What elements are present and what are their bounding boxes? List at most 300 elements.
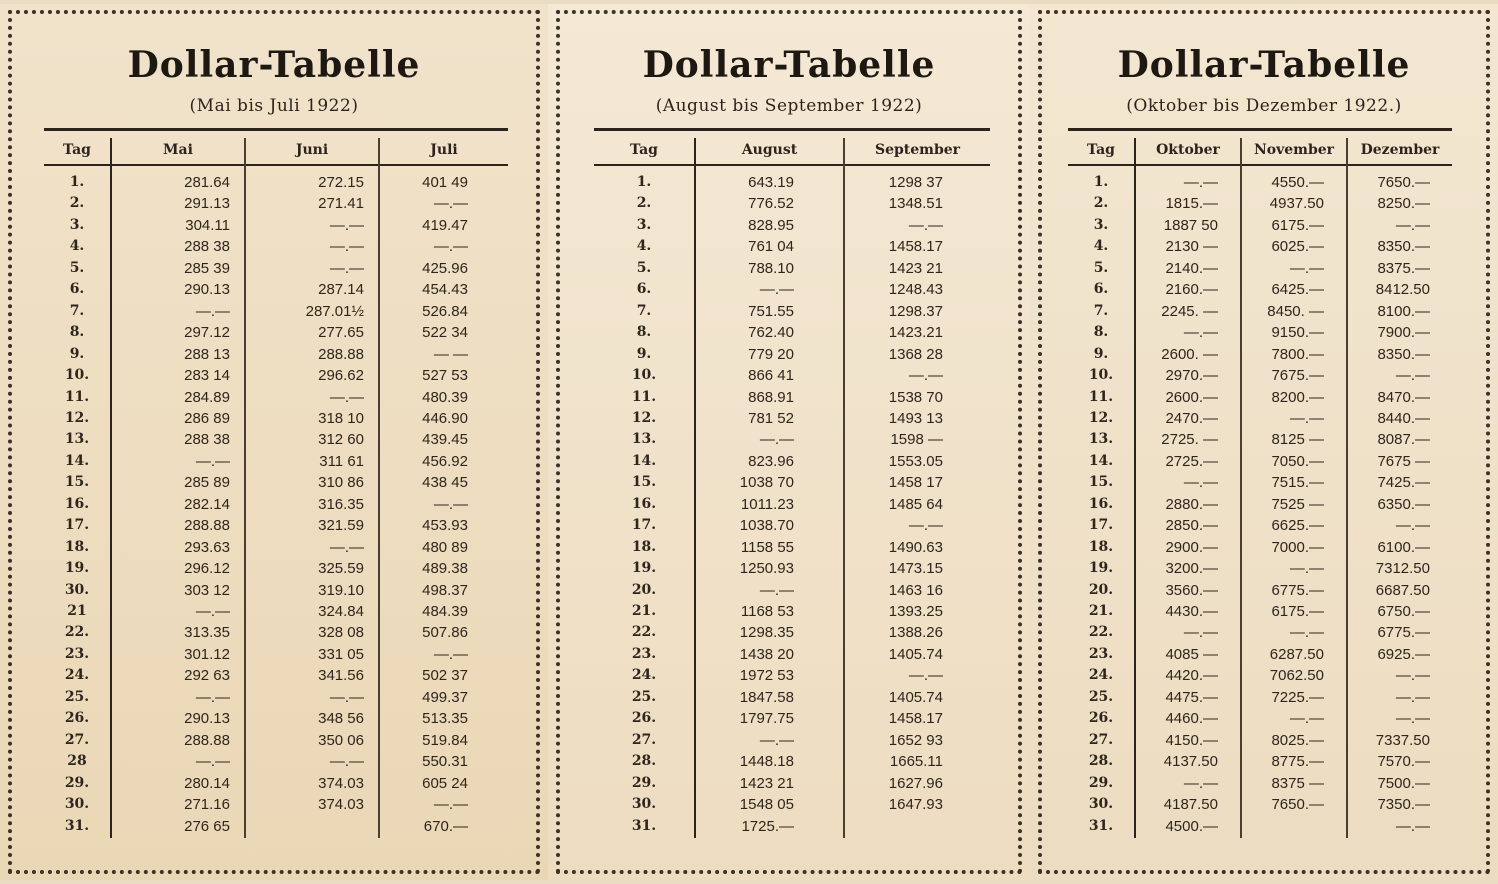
exchange-rate: 8450. — xyxy=(1267,302,1324,320)
day-number: 21. xyxy=(631,603,657,619)
exchange-rate: 1847.58 xyxy=(739,688,794,706)
exchange-rate: 272.15 xyxy=(318,174,364,191)
table-row xyxy=(1030,494,1498,515)
exchange-rate: 779 20 xyxy=(748,345,794,363)
table-row xyxy=(0,451,548,472)
table-row xyxy=(0,344,548,365)
exchange-rate: —.— xyxy=(195,452,230,470)
exchange-rate: 1553.05 xyxy=(888,452,943,470)
day-number: 24. xyxy=(631,667,657,684)
exchange-rate: 271.41 xyxy=(318,195,364,213)
exchange-rate: 1887 50 xyxy=(1163,216,1218,234)
exchange-rate: 498.37 xyxy=(422,581,468,599)
exchange-rate: 341.56 xyxy=(318,667,364,685)
exchange-rate: 2600. — xyxy=(1161,345,1218,363)
day-number: 13. xyxy=(64,431,90,448)
table-row xyxy=(0,279,548,300)
day-number: 16. xyxy=(64,495,90,512)
table-row xyxy=(548,494,1030,515)
exchange-rate: —.— xyxy=(908,367,943,385)
exchange-rate: 828.95 xyxy=(748,216,794,234)
header-juli: Juli xyxy=(430,142,458,158)
exchange-rate: 1665.11 xyxy=(889,753,943,771)
table-row xyxy=(548,408,1030,429)
exchange-rate: —.— xyxy=(195,603,230,620)
day-number: 2. xyxy=(1093,195,1109,212)
exchange-rate: —.— xyxy=(1289,624,1324,642)
exchange-rate: 8025.— xyxy=(1271,731,1324,749)
exchange-rate: 4475.— xyxy=(1165,688,1218,706)
panel-title: Dollar-Tabelle xyxy=(1117,44,1411,86)
exchange-rate: 7000.— xyxy=(1271,538,1324,556)
table-row xyxy=(548,301,1030,322)
exchange-rate: 7570.— xyxy=(1377,753,1430,771)
table-row xyxy=(548,773,1030,794)
table-row xyxy=(0,751,548,772)
exchange-rate: 4460.— xyxy=(1165,710,1218,728)
day-number: 13. xyxy=(631,431,657,448)
exchange-rate: —.— xyxy=(195,688,230,706)
header-tag: Tag xyxy=(1087,142,1115,158)
exchange-rate: 513.35 xyxy=(422,710,468,728)
table-row xyxy=(548,665,1030,686)
table-row xyxy=(0,708,548,729)
exchange-rate: 1797.75 xyxy=(739,710,794,728)
table-row xyxy=(548,580,1030,601)
exchange-rate: 288.88 xyxy=(318,345,364,363)
exchange-rate: 7337.50 xyxy=(1375,731,1430,749)
exchange-rate: —.— xyxy=(1183,774,1218,792)
exchange-rate: 1298.37 xyxy=(888,302,943,320)
exchange-rate: —.— xyxy=(433,645,468,663)
table-row xyxy=(0,665,548,686)
exchange-rate: 350 06 xyxy=(318,731,364,749)
day-number: 14. xyxy=(1088,452,1114,469)
exchange-rate: 312 60 xyxy=(318,431,364,449)
table-row xyxy=(0,816,548,837)
exchange-rate: —.— xyxy=(759,581,794,599)
exchange-rate: —.— xyxy=(195,753,230,771)
exchange-rate: —.— xyxy=(1183,624,1218,642)
day-number: 24. xyxy=(64,667,90,684)
table-row xyxy=(0,580,548,601)
header-dezember: Dezember xyxy=(1360,142,1440,158)
exchange-rate: 1250.93 xyxy=(739,560,794,578)
exchange-rate: 311 61 xyxy=(319,452,364,470)
day-number: 9. xyxy=(1093,345,1109,362)
day-number: 25. xyxy=(64,688,90,705)
exchange-rate: —.— xyxy=(1183,324,1218,342)
day-number: 23. xyxy=(631,645,657,662)
exchange-rate: 304.11 xyxy=(185,216,230,234)
header-juni: Juni xyxy=(295,142,329,158)
exchange-rate: 6775.— xyxy=(1377,624,1430,642)
exchange-rate: 1248.43 xyxy=(888,281,943,299)
day-number: 9. xyxy=(69,345,85,362)
exchange-rate: 288.88 xyxy=(184,731,230,749)
exchange-rate: 290.13 xyxy=(184,281,230,299)
exchange-rate: 670.— xyxy=(423,817,468,835)
exchange-rate: 762.40 xyxy=(748,324,794,342)
exchange-rate: 8440.— xyxy=(1377,409,1430,427)
exchange-rate: 446.90 xyxy=(422,409,468,427)
day-number: 5. xyxy=(69,259,85,276)
exchange-rate: 277.65 xyxy=(318,324,364,342)
exchange-rate: 1038.70 xyxy=(739,517,794,535)
exchange-rate: —.— xyxy=(759,281,794,299)
table-row xyxy=(0,193,548,214)
exchange-rate: —.— xyxy=(908,216,943,234)
exchange-rate: 484.39 xyxy=(422,603,468,620)
exchange-rate: —.— xyxy=(908,667,943,685)
exchange-rate: 489.38 xyxy=(422,560,468,578)
day-number: 5. xyxy=(1093,259,1109,276)
table-row xyxy=(1030,193,1498,214)
exchange-rate: 1548 05 xyxy=(739,796,794,814)
table-row xyxy=(548,193,1030,214)
exchange-rate: 751.55 xyxy=(748,302,794,320)
table-row xyxy=(1030,215,1498,236)
table-row xyxy=(1030,773,1498,794)
day-number: 2. xyxy=(69,195,85,212)
exchange-rate: 1458.17 xyxy=(888,710,943,728)
exchange-rate: 1652 93 xyxy=(888,731,943,749)
table-row xyxy=(0,773,548,794)
exchange-rate: 4085 — xyxy=(1165,645,1218,663)
exchange-rate: 6687.50 xyxy=(1375,581,1430,599)
exchange-rate: 1423 21 xyxy=(739,774,794,792)
table-row xyxy=(0,601,548,622)
table-row xyxy=(0,687,548,708)
day-number: 3. xyxy=(636,216,652,233)
day-number: 17. xyxy=(64,517,90,534)
day-number: 4. xyxy=(636,238,652,255)
exchange-rate: —.— xyxy=(1183,474,1218,492)
exchange-rate: 1448.18 xyxy=(739,753,794,771)
exchange-rate: —.— xyxy=(1395,817,1430,835)
exchange-rate: —.— xyxy=(329,216,364,234)
day-number: 31. xyxy=(631,817,657,834)
exchange-rate: —.— xyxy=(1395,688,1430,706)
day-number: 30. xyxy=(1088,796,1114,813)
table-row xyxy=(548,601,1030,622)
exchange-rate: 310 86 xyxy=(318,474,364,492)
header-top-rule xyxy=(1068,128,1452,131)
exchange-rate: 6100.— xyxy=(1377,538,1430,556)
exchange-rate: 1458.17 xyxy=(888,238,943,256)
exchange-rate: —.— xyxy=(1289,560,1324,578)
exchange-rate: 868.91 xyxy=(748,388,794,406)
exchange-rate: 4937.50 xyxy=(1269,195,1324,213)
day-number: 22. xyxy=(1088,624,1114,641)
panel-subtitle: (Mai bis Juli 1922) xyxy=(189,96,359,116)
day-number: 23. xyxy=(64,645,90,662)
exchange-rate: 348 56 xyxy=(318,710,364,728)
table-row xyxy=(0,301,548,322)
table-row xyxy=(1030,258,1498,279)
exchange-rate: —.— xyxy=(1395,216,1430,234)
exchange-rate: 288 38 xyxy=(184,238,230,256)
day-number: 21 xyxy=(67,603,87,619)
day-number: 16. xyxy=(631,495,657,512)
day-number: 25. xyxy=(1088,688,1114,705)
table-row xyxy=(548,451,1030,472)
exchange-rate: 301.12 xyxy=(184,645,230,663)
exchange-rate: 519.84 xyxy=(422,731,468,749)
exchange-rate: 292 63 xyxy=(184,667,230,685)
day-number: 1. xyxy=(636,174,652,190)
table-row xyxy=(0,215,548,236)
header-bottom-rule xyxy=(594,164,990,166)
header-mai: Mai xyxy=(163,142,193,158)
table-row xyxy=(0,408,548,429)
day-number: 5. xyxy=(636,259,652,276)
exchange-rate: 7515.— xyxy=(1271,474,1324,492)
day-number: 29. xyxy=(1088,774,1114,791)
panel-title: Dollar-Tabelle xyxy=(127,44,421,86)
day-number: 15. xyxy=(1088,474,1114,491)
exchange-rate: 550.31 xyxy=(422,753,468,771)
day-number: 18. xyxy=(64,538,90,555)
exchange-rate: 287.14 xyxy=(318,281,364,299)
exchange-rate: 788.10 xyxy=(748,259,794,277)
table-row xyxy=(548,236,1030,257)
table-row xyxy=(1030,687,1498,708)
table-row xyxy=(1030,730,1498,751)
exchange-rate: 1647.93 xyxy=(888,796,943,814)
day-number: 26. xyxy=(631,710,657,727)
table-row xyxy=(0,558,548,579)
table-row xyxy=(1030,387,1498,408)
day-number: 13. xyxy=(1088,431,1114,448)
panel-october-december xyxy=(1030,4,1498,880)
table-row xyxy=(548,172,1030,193)
exchange-rate: 296.12 xyxy=(184,560,230,578)
table-row xyxy=(0,644,548,665)
exchange-rate: 776.52 xyxy=(748,195,794,213)
table-row xyxy=(1030,236,1498,257)
day-number: 6. xyxy=(1093,281,1109,298)
exchange-rate: 288 38 xyxy=(184,431,230,449)
table-row xyxy=(548,751,1030,772)
exchange-rate: 282.14 xyxy=(184,495,230,513)
day-number: 11. xyxy=(64,388,90,405)
exchange-rate: 456.92 xyxy=(422,452,468,470)
exchange-rate: 866 41 xyxy=(748,367,794,385)
exchange-rate: 331 05 xyxy=(318,645,364,663)
table-row xyxy=(0,730,548,751)
header-top-rule xyxy=(44,128,508,131)
table-row xyxy=(1030,816,1498,837)
exchange-rate xyxy=(246,816,364,837)
day-number: 22. xyxy=(631,624,657,641)
exchange-rate: 7425.— xyxy=(1377,474,1430,492)
exchange-rate: 288 13 xyxy=(184,345,230,363)
table-row xyxy=(548,387,1030,408)
exchange-rate: 1485 64 xyxy=(888,495,943,513)
exchange-rate: 7050.— xyxy=(1271,452,1324,470)
exchange-rate: 4430.— xyxy=(1165,603,1218,620)
exchange-rate: 6287.50 xyxy=(1269,645,1324,663)
exchange-rate: 6350.— xyxy=(1377,495,1430,513)
day-number: 8. xyxy=(1093,324,1109,341)
table-row xyxy=(548,429,1030,450)
day-number: 22. xyxy=(64,624,90,641)
table-row xyxy=(548,515,1030,536)
table-row xyxy=(548,644,1030,665)
exchange-rate: 6925.— xyxy=(1377,645,1430,663)
exchange-rate: 328 08 xyxy=(318,624,364,642)
exchange-rate: —.— xyxy=(1395,367,1430,385)
day-number: 20. xyxy=(631,581,657,598)
day-number: 29. xyxy=(64,774,90,791)
table-row xyxy=(1030,558,1498,579)
day-number: 30. xyxy=(64,581,90,598)
exchange-rate: 401 49 xyxy=(422,174,468,191)
table-row xyxy=(1030,794,1498,815)
table-row xyxy=(548,279,1030,300)
exchange-rate: —.— xyxy=(1289,259,1324,277)
exchange-rate: 321.59 xyxy=(318,517,364,535)
header-bottom-rule xyxy=(44,164,508,166)
exchange-rate: 2160.— xyxy=(1165,281,1218,299)
day-number: 26. xyxy=(64,710,90,727)
table-row xyxy=(0,622,548,643)
day-number: 20. xyxy=(1088,581,1114,598)
exchange-rate: 313.35 xyxy=(184,624,230,642)
exchange-rate: 1405.74 xyxy=(888,645,943,663)
header-tag: Tag xyxy=(63,142,91,158)
table-row xyxy=(0,365,548,386)
exchange-rate: 290.13 xyxy=(184,710,230,728)
table-row xyxy=(548,537,1030,558)
exchange-rate: 8350.— xyxy=(1377,345,1430,363)
exchange-rate: 6175.— xyxy=(1271,603,1324,620)
exchange-rate: 1348.51 xyxy=(888,195,943,213)
exchange-rate: 283 14 xyxy=(184,367,230,385)
exchange-rate: 318 10 xyxy=(318,409,364,427)
exchange-rate: 276 65 xyxy=(184,817,230,835)
day-number: 18. xyxy=(1088,538,1114,555)
exchange-rate: —.— xyxy=(433,195,468,213)
exchange-rate: 287.01½ xyxy=(305,302,364,320)
day-number: 4. xyxy=(1093,238,1109,255)
day-number: 18. xyxy=(631,538,657,555)
exchange-rate: 4137.50 xyxy=(1163,753,1218,771)
exchange-rate: 8100.— xyxy=(1377,302,1430,320)
exchange-rate: 316.35 xyxy=(318,495,364,513)
day-number: 3. xyxy=(69,216,85,233)
table-row xyxy=(1030,601,1498,622)
exchange-rate: 499.37 xyxy=(422,688,468,706)
panel-august-september xyxy=(548,4,1030,880)
table-row xyxy=(1030,515,1498,536)
day-number: 19. xyxy=(64,560,90,577)
day-number: 31. xyxy=(64,817,90,834)
exchange-rate: 2880.— xyxy=(1165,495,1218,513)
exchange-rate: —.— xyxy=(329,688,364,706)
day-number: 27. xyxy=(1088,731,1114,748)
day-number: 7. xyxy=(69,302,85,319)
panel-subtitle: (Oktober bis Dezember 1922.) xyxy=(1126,96,1402,116)
exchange-rate: 480 89 xyxy=(422,538,468,556)
day-number: 8. xyxy=(69,324,85,341)
exchange-rate: 285 89 xyxy=(184,474,230,492)
exchange-rate: 2600.— xyxy=(1165,388,1218,406)
table-row xyxy=(548,322,1030,343)
table-row xyxy=(1030,580,1498,601)
exchange-rate: 7650.— xyxy=(1271,796,1324,814)
table-row xyxy=(0,258,548,279)
exchange-rate: 7650.— xyxy=(1377,174,1430,191)
exchange-rate: 1463 16 xyxy=(888,581,943,599)
exchange-rate: 8375 — xyxy=(1271,774,1324,792)
day-number: 29. xyxy=(631,774,657,791)
table-row xyxy=(548,344,1030,365)
exchange-rate: 1725.— xyxy=(741,817,794,835)
exchange-rate: 2245. — xyxy=(1161,302,1218,320)
exchange-rate: 1458 17 xyxy=(888,474,943,492)
exchange-rate: 1423 21 xyxy=(888,259,943,277)
exchange-rate: 425.96 xyxy=(422,259,468,277)
day-number: 16. xyxy=(1088,495,1114,512)
panel-title: Dollar-Tabelle xyxy=(642,44,936,86)
table-row xyxy=(548,258,1030,279)
table-row xyxy=(0,172,548,193)
day-number: 15. xyxy=(64,474,90,491)
exchange-rate: —.— xyxy=(329,238,364,256)
exchange-rate: 4150.— xyxy=(1165,731,1218,749)
table-row xyxy=(548,816,1030,837)
day-number: 12. xyxy=(631,409,657,426)
table-row xyxy=(1030,451,1498,472)
exchange-rate: 6750.— xyxy=(1377,603,1430,620)
exchange-rate: 2900.— xyxy=(1165,538,1218,556)
header-bottom-rule xyxy=(1068,164,1452,166)
exchange-rate: 281.64 xyxy=(184,174,230,191)
day-number: 1. xyxy=(1093,174,1109,190)
exchange-rate: —.— xyxy=(908,517,943,535)
exchange-rate: 8350.— xyxy=(1377,238,1430,256)
exchange-rate: 453.93 xyxy=(422,517,468,535)
exchange-rate: —.— xyxy=(329,388,364,406)
day-number: 15. xyxy=(631,474,657,491)
exchange-rate: 781 52 xyxy=(748,409,794,427)
table-row xyxy=(1030,665,1498,686)
exchange-rate: 1368 28 xyxy=(888,345,943,363)
table-row xyxy=(0,472,548,493)
header-top-rule xyxy=(594,128,990,131)
exchange-rate: 7900.— xyxy=(1377,324,1430,342)
exchange-rate: 297.12 xyxy=(184,324,230,342)
exchange-rate: 526.84 xyxy=(422,302,468,320)
exchange-rate: 4500.— xyxy=(1165,817,1218,835)
day-number: 2. xyxy=(636,195,652,212)
exchange-rate: 605 24 xyxy=(422,774,468,792)
header-august: August xyxy=(741,142,798,158)
day-number: 9. xyxy=(636,345,652,362)
exchange-rate: 2470.— xyxy=(1165,409,1218,427)
exchange-rate: 439.45 xyxy=(422,431,468,449)
exchange-rate: 296.62 xyxy=(318,367,364,385)
exchange-rate: —.— xyxy=(433,495,468,513)
exchange-rate: 319.10 xyxy=(318,581,364,599)
exchange-rate: 8470.— xyxy=(1377,388,1430,406)
exchange-rate: 1011.23 xyxy=(740,495,794,513)
table-row xyxy=(1030,472,1498,493)
day-number: 17. xyxy=(1088,517,1114,534)
table-row xyxy=(548,794,1030,815)
